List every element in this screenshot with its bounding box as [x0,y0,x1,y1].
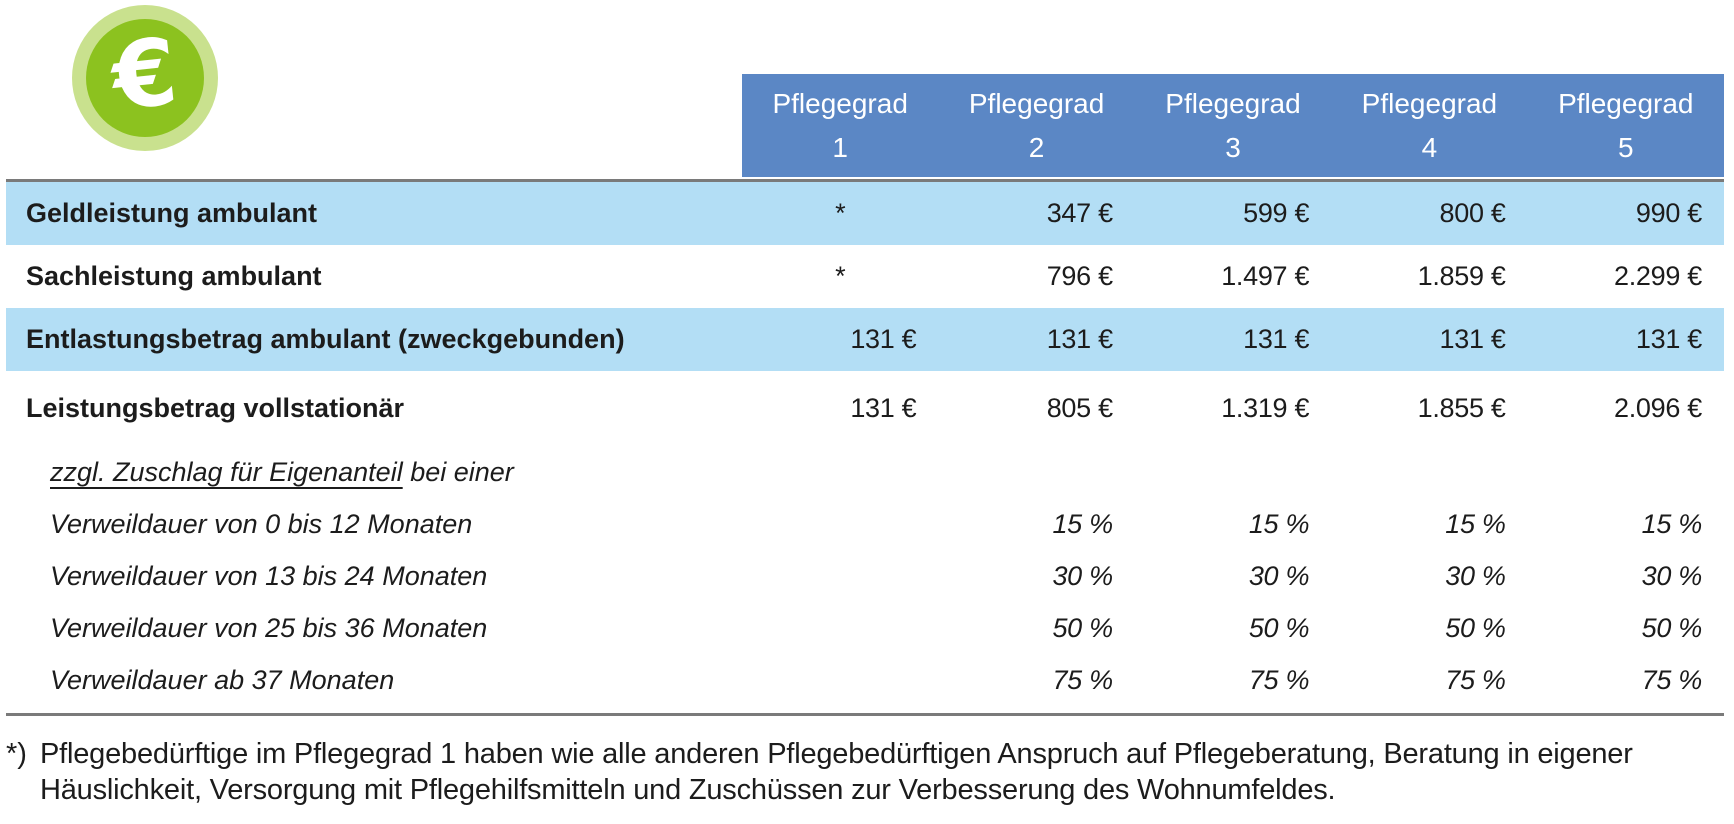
header-title: Pflegegrad [1558,87,1694,119]
value-cell: 131 € [1439,323,1506,354]
value-cell: 30 % [1052,561,1113,592]
header-title: Pflegegrad [1165,87,1301,119]
table-row-entlastungsbetrag [6,308,1724,371]
value-cell: 2.096 € [1614,393,1702,424]
value-cell: 1.497 € [1221,260,1310,291]
row-label-underlined: zzgl. Zuschlag für Eigenanteil [50,457,403,488]
value-cell: 131 € [850,323,917,354]
value-cell: 75 % [1445,665,1506,696]
row-label: Verweildauer ab 37 Monaten [50,665,395,696]
table-row-sachleistung [6,245,1724,308]
value-cell: 131 € [1046,323,1113,354]
value-cell: * [835,197,846,228]
header-title: Pflegegrad [1361,87,1498,119]
value-cell: 131 € [850,393,917,424]
header-pflegegrad-2 [938,74,1134,177]
value-cell: 800 € [1439,197,1506,228]
value-cell: 75 % [1641,665,1702,696]
table-row-zuschlag-eigenanteil [6,447,1724,499]
header-pflegegrad-3 [1135,74,1331,177]
row-label: Entlastungsbetrag ambulant (zweckgebunden) [26,323,625,354]
value-cell: 15 % [1248,509,1310,540]
row-label: Verweildauer von 0 bis 12 Monaten [50,509,473,540]
value-cell: 131 € [1635,323,1702,354]
header-grade: 4 [1421,131,1438,163]
header-title: Pflegegrad [772,87,908,119]
value-cell: 347 € [1046,197,1113,228]
table-row-verweildauer-ab-37 [6,655,1724,707]
row-label: Leistungsbetrag vollstationär [26,393,405,424]
table-body [6,179,1724,716]
value-cell: 50 % [1445,613,1506,644]
value-cell: 75 % [1052,665,1113,696]
table-row-verweildauer-0-12 [6,499,1724,551]
row-label-rest: bei einer [402,457,514,488]
value-cell: 30 % [1445,561,1506,592]
benefits-table [6,74,1724,716]
table-row-verweildauer-13-24 [6,551,1724,603]
value-cell: * [835,260,846,291]
value-cell: 50 % [1641,613,1702,644]
value-cell: 599 € [1243,197,1310,228]
value-cell: 50 % [1052,613,1113,644]
value-cell: 75 % [1248,665,1310,696]
value-cell: 990 € [1635,197,1702,228]
row-label: Sachleistung ambulant [26,260,322,291]
value-cell: 131 € [1243,323,1310,354]
header-grade: 3 [1225,131,1241,163]
header-title: Pflegegrad [968,87,1105,119]
value-cell: 1.319 € [1221,393,1310,424]
table-row-leistungsbetrag-vollstationaer [6,371,1724,447]
euro-glyph: € [107,17,183,132]
row-label [6,458,742,488]
header-pflegegrad-1 [742,74,938,177]
value-cell: 15 % [1445,509,1506,540]
table-row-verweildauer-25-36 [6,603,1724,655]
header-grade: 2 [1028,131,1045,163]
value-cell: 15 % [1052,509,1113,540]
footnote [6,736,1706,808]
row-label: Geldleistung ambulant [26,197,318,228]
value-cell: 30 % [1641,561,1702,592]
value-cell: 1.855 € [1417,393,1506,424]
header-grade: 1 [832,131,848,163]
footnote-line-1: Pflegebedürftige im Pflegegrad 1 haben wie alle anderen Pflegebedürftigen Anspruch auf Pflegeberatung, Beratung in eigener [40,738,1633,770]
table-row-geldleistung [6,182,1724,245]
header-pflegegrad-5 [1528,74,1724,177]
value-cell: 30 % [1248,561,1310,592]
row-label: Verweildauer von 13 bis 24 Monaten [50,561,488,592]
header-grade: 5 [1618,131,1634,163]
value-cell: 2.299 € [1614,260,1702,291]
value-cell: 1.859 € [1417,260,1506,291]
value-cell: 796 € [1046,260,1113,291]
row-label: Verweildauer von 25 bis 36 Monaten [50,613,488,644]
footnote-marker: *) [6,738,27,770]
footnote-text [40,736,1633,808]
value-cell: 15 % [1641,509,1702,540]
table-header-row [742,74,1724,177]
value-cell: 50 % [1248,613,1310,644]
header-pflegegrad-4 [1331,74,1527,177]
value-cell: 805 € [1046,393,1113,424]
footnote-line-2: Häuslichkeit, Versorgung mit Pflegehilfsmitteln und Zuschüssen zur Verbesserung des Wohnumfeldes. [40,774,1336,806]
